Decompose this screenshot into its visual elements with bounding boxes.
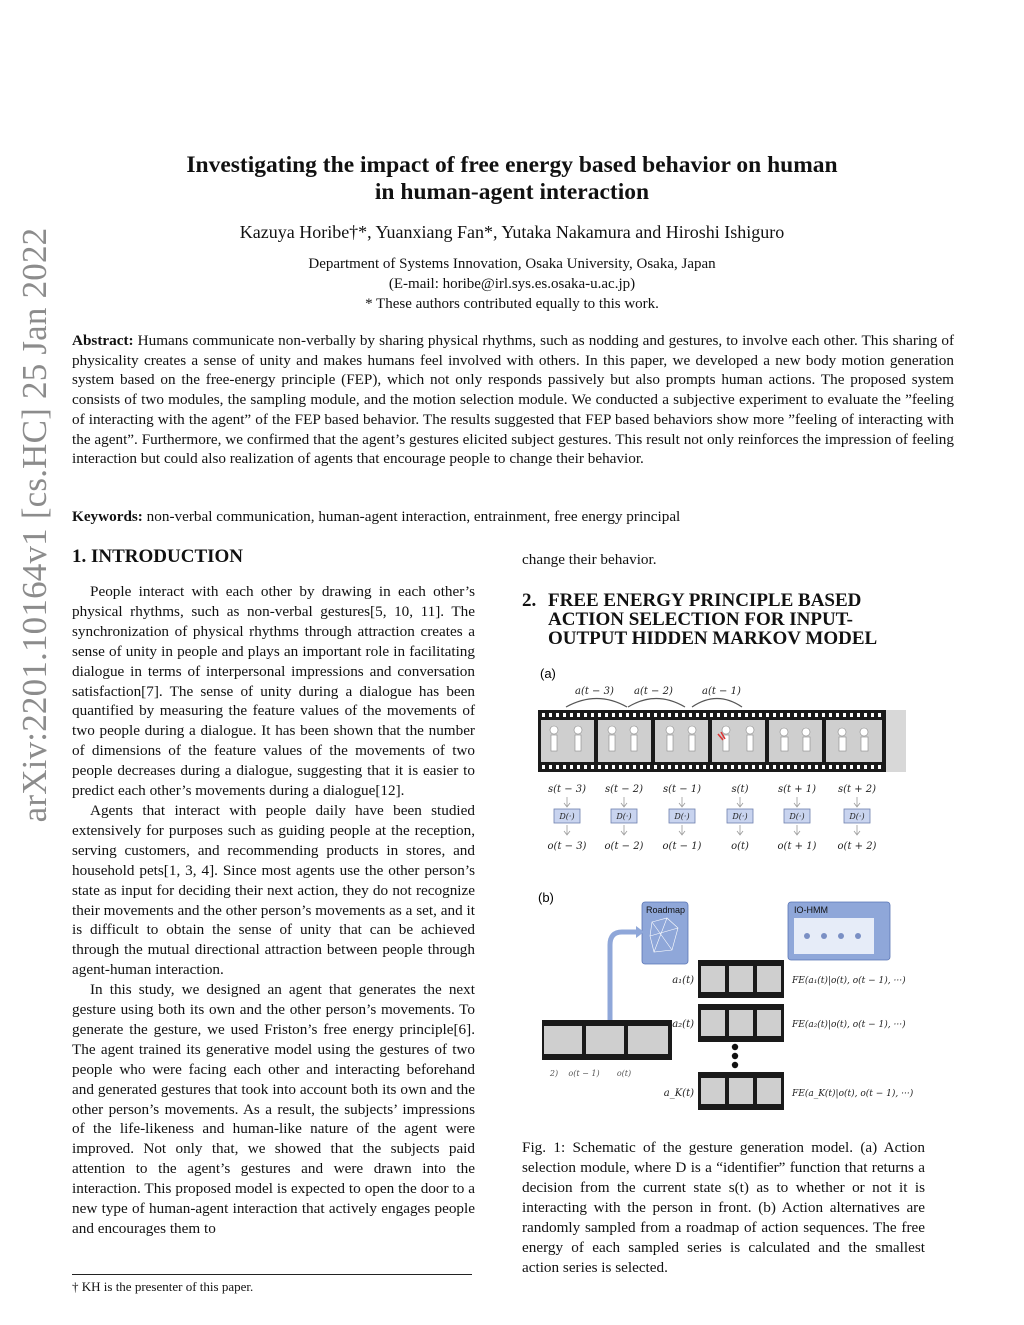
ellipsis-dots [732, 1044, 738, 1068]
frame-1 [541, 720, 594, 762]
current-frame-1 [544, 1026, 582, 1054]
frame-4 [712, 720, 765, 762]
author-list: Kazuya Horibe†*, Yuanxiang Fan*, Yutaka Nakamura and Hiroshi Ishiguro [239, 222, 785, 242]
frame-6 [826, 720, 882, 762]
affiliation-block [0, 254, 1024, 314]
action-arrow-2 [628, 699, 685, 708]
section-2-heading: FREE ENERGY PRINCIPLE BASED ACTION SELECTION FOR INPUT-OUTPUT HIDDEN MARKOV MODEL [548, 590, 878, 649]
keywords [72, 507, 954, 527]
identifier-label-6: D(·) [849, 812, 865, 821]
panel-b-label: (b) [538, 890, 554, 905]
action-arrow-1 [566, 699, 627, 708]
intro-continuation: change their behavior. [522, 551, 657, 568]
roadmap-label: Roadmap [646, 905, 686, 915]
section-1-heading: 1. INTRODUCTION [72, 546, 244, 567]
title-line-1: Investigating the impact of free energy based behavior on human [186, 152, 838, 178]
identifier-label-1: D(·) [559, 812, 575, 821]
state-4: s(t) [731, 784, 749, 795]
identifier-label-2: D(·) [616, 812, 632, 821]
title-line-2: in human-agent interaction [374, 179, 650, 205]
identifier-label-4: D(·) [732, 812, 748, 821]
state-1: s(t − 3) [547, 784, 587, 795]
candidate-strip-k-frame-3 [757, 1078, 781, 1104]
panel-a-label: (a) [540, 666, 556, 681]
current-frame-3 [628, 1026, 668, 1054]
action-arrow-3 [692, 699, 742, 708]
candidate-strip-k-frame-1 [701, 1078, 725, 1104]
current-frame-2 [586, 1026, 624, 1054]
observation-5: o(t + 1) [777, 841, 817, 852]
film-sprockets-bottom [542, 765, 881, 769]
candidate-strip-2-frame-1 [701, 1010, 725, 1036]
frame-5 [769, 720, 822, 762]
abstract [72, 331, 954, 469]
frame-2 [598, 720, 651, 762]
candidate-strip-1-frame-1 [701, 966, 725, 992]
candidate-strip-2-frame-2 [729, 1010, 753, 1036]
free-energy-k: FE(a_K(t)|o(t), o(t − 1), ···) [792, 1089, 914, 1099]
observation-3: o(t − 1) [662, 841, 702, 852]
figure-caption: Fig. 1: Schematic of the gesture generation model. (a) Action selection module, where D is a “identifier” function that returns a decision from the current state s(t) as to whether or not it is interacting with the person in front. (b) Action alternatives are randomly sampled from a roadmap of action sequences. The free energy of each sampled series is calculated and the smallest action series is selected. [522, 1139, 925, 1276]
action-label-1: a(t − 3) [575, 686, 614, 697]
strip-observation-1: 2) [549, 1069, 559, 1078]
section-2-number: 2. [522, 590, 537, 611]
state-5: s(t + 1) [777, 784, 817, 795]
frame-3 [655, 720, 708, 762]
candidate-strip-1-frame-3 [757, 966, 781, 992]
free-energy-2: FE(a₂(t)|o(t), o(t − 1), ···) [792, 1020, 906, 1030]
state-2: s(t − 2) [604, 784, 644, 795]
roadmap-connector [610, 932, 638, 1020]
observation-4: o(t) [731, 841, 749, 852]
identifier-label-3: D(·) [674, 812, 690, 821]
abstract-label: Abstract: [72, 332, 134, 349]
abstract-text: Humans communicate non-verbally by sharing physical rhythms, such as nodding and gestures, to involve each other. This sharing of physicality creates a sense of unity and makes humans feel involved with others. In this paper, we developed a new body motion generation system based on the free-energy principle (FEP), which not only responds passively but also prompts human actions. The proposed system consists of two modules, the sampling module, and the motion selection module. We conducted a subjective experiment to evaluate the ”feeling of interacting with the agent” of the FEP based behavior. The results suggested that FEP based behaviors show more ”feeling of interacting with the agent”. Furthermore, we confirmed that the agent’s gestures elicited subject gestures. This result not only reinforces the impression of feeling interaction but could also realization of agents that encourage people to change their behavior. [72, 332, 954, 468]
keywords-text: non-verbal communication, human-agent interaction, entrainment, free energy principal [146, 508, 681, 525]
identifier-arrows [564, 797, 860, 835]
film-sprockets-top [542, 713, 881, 717]
identifier-label-5: D(·) [789, 812, 805, 821]
footnote-rule [72, 1274, 472, 1275]
candidate-action-2: a₂(t) [672, 1019, 694, 1030]
candidate-strip-2-frame-3 [757, 1010, 781, 1036]
email: (E-mail: horibe@irl.sys.es.osaka-u.ac.jp) [388, 276, 636, 292]
film-strip-a [538, 710, 906, 772]
intro-paragraph-1: People interact with each other by drawing in each other’s physical rhythms, such as non-verbal gestures[5, 10, 11]. The synchronization of physical rhythms through attraction creates a sense of unity in people and plays an important role in facilitating dialogue in terms of interpersonal impressions and conversation satisfaction[7]. The sense of unity during a dialogue has been quantified by measuring the feature values of the movements of two people during a dialogue. It has been shown that the number of dimensions of the feature values of the movements of two people decreases during a dialogue, suggesting that it is easier to predict each other’s movements during a dialogue[12]. [72, 583, 475, 800]
iohmm-label: IO-HMM [794, 905, 828, 915]
equal-contribution-note: * These authors contributed equally to this work. [365, 296, 659, 312]
intro-paragraph-2: Agents that interact with people daily have been studied extensively for purposes such as guiding people at the reception, serving customers, and recommending products in stores, and household pets[1, 3, 4]. Since most agents use the other person’s state as input for deciding their next action, they do not recognize their movements and the other person’s movements as a set, and it is difficult to obtain the sense of unity that can be achieved through the mutual directional attraction between people through agent-human interaction. [72, 801, 475, 979]
action-arrows [566, 699, 742, 708]
observation-1: o(t − 3) [547, 841, 587, 852]
intro-paragraph-3: In this study, we designed an agent that generates the next gesture using both its own and the other person’s movements. To generate the gesture, we used Friston’s free energy principle[6]. The agent trained its generative model using the gestures of two people who were facing each other and interacting beforehand and generated gestures that took into account both its own and the other person’s movements. As a result, the subjects’ impressions of the life-likeness and human-like nature of the agent were improved. Not only that, we showed that the subjects paid attention to the agent’s gestures and were drawn into the interaction. This proposed model is expected to open the door to a new type of human-agent interaction that actively engages people and encourages them to [72, 981, 475, 1237]
strip-observation-3: o(t) [616, 1069, 632, 1078]
paper-title [0, 152, 1024, 206]
candidate-action-k: a_K(t) [663, 1088, 694, 1099]
arxiv-identifier: arXiv:2201.10164v1 [cs.HC] 25 Jan 2022 [15, 227, 54, 823]
state-3: s(t − 1) [662, 784, 702, 795]
film-strip-a-end [886, 710, 906, 772]
footnote: † KH is the presenter of this paper. [72, 1279, 254, 1294]
candidate-strips [698, 960, 784, 1110]
strip-observation-2: o(t − 1) [568, 1069, 600, 1078]
keywords-label: Keywords: [72, 508, 143, 525]
figure-1 [522, 660, 932, 1120]
free-energy-1: FE(a₁(t)|o(t), o(t − 1), ···) [792, 976, 906, 986]
observation-6: o(t + 2) [837, 841, 877, 852]
action-label-3: a(t − 1) [702, 686, 741, 697]
affiliation: Department of Systems Innovation, Osaka University, Osaka, Japan [308, 256, 716, 272]
observation-2: o(t − 2) [604, 841, 644, 852]
left-column-text [72, 582, 475, 1239]
candidate-action-1: a₁(t) [672, 975, 694, 986]
candidate-strip-1-frame-2 [729, 966, 753, 992]
action-label-2: a(t − 2) [634, 686, 673, 697]
state-6: s(t + 2) [837, 784, 877, 795]
identifier-boxes [554, 809, 870, 823]
candidate-strip-k-frame-2 [729, 1078, 753, 1104]
